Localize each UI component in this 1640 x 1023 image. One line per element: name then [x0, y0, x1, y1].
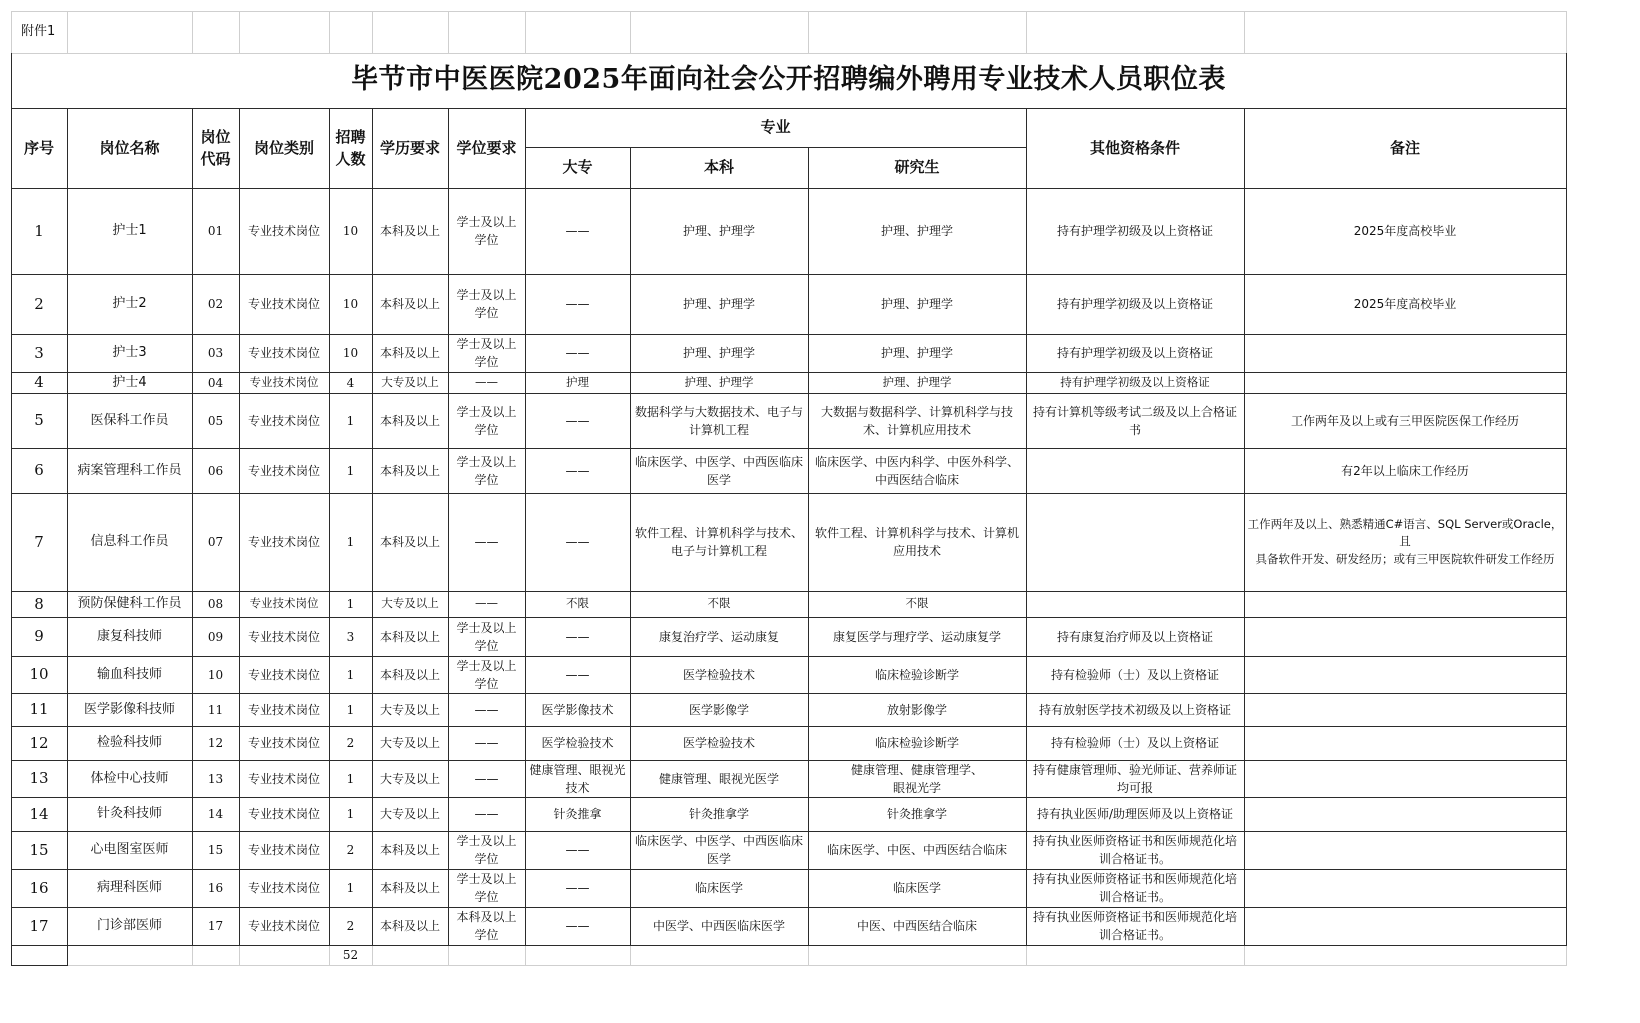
row-other-requirements: 持有检验师（士）及以上资格证 [1050, 736, 1219, 750]
row-position-name: 医学影像科技师 [83, 701, 175, 717]
row-position-type: 专业技术岗位 [247, 535, 320, 549]
grid-line [448, 11, 449, 54]
row-count: 2 [346, 736, 355, 750]
header-notes: 备注 [1389, 138, 1420, 157]
grid-line [630, 11, 631, 54]
row-notes: 2025年度高校毕业 [1353, 297, 1457, 311]
header-major-graduate: 研究生 [894, 158, 940, 177]
row-major-college: —— [565, 297, 590, 311]
row-count: 10 [342, 346, 359, 360]
row-major-bachelor: 护理、护理学 [682, 346, 755, 360]
row-position-type: 专业技术岗位 [247, 736, 320, 750]
row-education: 本科及以上 [379, 297, 440, 311]
row-seq: 5 [34, 411, 44, 430]
row-count: 1 [346, 463, 355, 478]
row-other-requirements: 持有执业医师资格证书和医师规范化培 训合格证书。 [1032, 872, 1237, 904]
row-position-type: 专业技术岗位 [247, 807, 320, 821]
row-position-code: 13 [207, 771, 224, 786]
row-seq: 9 [34, 627, 44, 646]
row-education: 本科及以上 [379, 919, 440, 933]
row-notes [1244, 760, 1566, 797]
row-education: 大专及以上 [379, 736, 440, 750]
grid-line [808, 945, 809, 966]
row-major-college: 健康管理、眼视光 技术 [529, 762, 626, 795]
row-major-graduate: 不限 [905, 596, 929, 611]
row-position-name: 病案管理科工作员 [77, 462, 182, 478]
row-degree: 学士及以上 学位 [456, 288, 517, 320]
header-education: 学历要求 [379, 138, 440, 157]
row-major-graduate: 临床医学、中医、中西医结合临床 [826, 843, 1007, 857]
row-degree: 学士及以上 学位 [456, 454, 517, 487]
row-other-requirements: 持有护理学初级及以上资格证 [1056, 297, 1213, 311]
row-major-college: 医学影像技术 [541, 702, 614, 717]
row-position-name: 康复科技师 [96, 628, 162, 644]
row-education: 本科及以上 [379, 843, 440, 857]
row-degree: —— [474, 702, 499, 717]
attachment-label: 附件1 [21, 24, 56, 40]
row-education: 本科及以上 [379, 881, 440, 895]
header-position-type: 岗位类别 [253, 138, 314, 157]
row-degree: —— [474, 736, 499, 750]
row-major-college: 不限 [566, 596, 589, 611]
row-degree: 学士及以上 学位 [456, 658, 517, 691]
row-count: 1 [346, 702, 355, 717]
row-position-type: 专业技术岗位 [247, 413, 320, 428]
row-count: 1 [346, 881, 355, 895]
row-position-code: 15 [207, 843, 224, 857]
grid-line [1026, 945, 1027, 966]
row-notes: 有2年以上临床工作经历 [1341, 463, 1469, 478]
row-notes [1244, 372, 1566, 393]
row-notes: 2025年度高校毕业 [1353, 224, 1457, 238]
row-major-college: 针灸推拿 [553, 807, 602, 821]
row-seq: 13 [29, 769, 49, 788]
header-major-bachelor: 本科 [703, 158, 734, 177]
row-count: 2 [346, 919, 355, 933]
row-major-graduate: 临床检验诊断学 [874, 667, 959, 682]
row-degree: 学士及以上 学位 [456, 215, 517, 247]
row-major-bachelor: 软件工程、计算机科学与技术、 电子与计算机工程 [634, 526, 803, 558]
row-degree: —— [474, 535, 499, 549]
row-notes: 工作两年及以上、熟悉精通C#语言、SQL Server或Oracle，且 具备软件开发、研发经历；或有三甲医院软件研发工作经历 [1247, 517, 1563, 566]
row-other-requirements: 持有放射医学技术初级及以上资格证 [1038, 702, 1231, 717]
row-education: 大专及以上 [379, 702, 440, 717]
row-other-requirements: 持有检验师（士）及以上资格证 [1050, 667, 1219, 682]
row-seq: 1 [34, 221, 44, 240]
row-position-name: 门诊部医师 [96, 918, 162, 934]
row-notes [1244, 831, 1566, 869]
row-major-college: —— [565, 224, 590, 238]
row-position-type: 专业技术岗位 [247, 629, 320, 644]
grid-line [1566, 945, 1567, 966]
row-position-code: 14 [207, 807, 224, 821]
row-notes [1244, 726, 1566, 760]
row-major-college: —— [565, 843, 590, 857]
row-major-bachelor: 数据科学与大数据技术、电子与 计算机工程 [634, 404, 803, 437]
row-position-name: 输血科技师 [96, 666, 162, 682]
row-notes [1244, 907, 1566, 945]
row-position-type: 专业技术岗位 [249, 596, 319, 611]
row-count: 1 [346, 597, 355, 611]
row-count: 1 [346, 771, 355, 786]
row-seq: 8 [34, 594, 44, 613]
row-position-type: 专业技术岗位 [247, 843, 320, 857]
row-major-bachelor: 临床医学、中医学、中西医临床 医学 [634, 454, 803, 487]
row-position-code: 08 [207, 597, 224, 611]
row-notes [1244, 591, 1566, 617]
grid-line [372, 945, 373, 966]
row-other-requirements: 持有护理学初级及以上资格证 [1056, 224, 1213, 238]
row-major-graduate: 康复医学与理疗学、运动康复学 [832, 629, 1001, 644]
row-seq: 6 [34, 461, 44, 480]
row-position-type: 专业技术岗位 [249, 374, 319, 389]
row-position-code: 02 [207, 297, 224, 311]
row-count: 10 [342, 224, 359, 238]
row-major-graduate: 临床医学 [892, 881, 941, 895]
header-degree: 学位要求 [456, 138, 517, 157]
row-major-graduate: 临床医学、中医内科学、中医外科学、 中西医结合临床 [814, 454, 1019, 487]
row-other-requirements: 持有护理学初级及以上资格证 [1056, 346, 1213, 360]
grid-line [630, 945, 631, 966]
row-major-bachelor: 健康管理、眼视光医学 [658, 771, 779, 786]
row-major-graduate: 护理、护理学 [880, 297, 953, 311]
row-position-code: 11 [207, 702, 224, 717]
row-position-code: 12 [207, 736, 224, 750]
row-education: 本科及以上 [379, 667, 440, 682]
row-seq: 14 [29, 804, 49, 823]
row-position-code: 06 [207, 463, 224, 478]
row-other-requirements: 持有健康管理师、验光师证、营养师证 均可报 [1032, 762, 1237, 795]
row-major-college: —— [565, 346, 590, 360]
grid-line [525, 11, 526, 54]
row-position-type: 专业技术岗位 [247, 297, 320, 311]
header-seq: 序号 [23, 138, 54, 157]
row-count: 1 [346, 413, 355, 428]
row-education: 大专及以上 [379, 807, 440, 821]
row-major-college: 护理 [566, 374, 589, 389]
grid-line [239, 945, 240, 966]
row-other-requirements: 持有执业医师资格证书和医师规范化培 训合格证书。 [1032, 834, 1237, 866]
row-position-code: 17 [207, 919, 224, 933]
row-position-type: 专业技术岗位 [247, 919, 320, 933]
row-position-type: 专业技术岗位 [247, 463, 320, 478]
row-position-name: 预防保健科工作员 [77, 596, 182, 612]
row-position-code: 10 [207, 667, 224, 682]
row-major-bachelor: 护理、护理学 [682, 224, 755, 238]
row-count: 1 [346, 667, 355, 682]
grid-line [192, 11, 193, 54]
row-count: 2 [346, 843, 355, 857]
row-position-code: 07 [207, 535, 224, 549]
row-seq: 3 [34, 343, 44, 362]
row-other-requirements: 持有执业医师/助理医师及以上资格证 [1036, 807, 1234, 821]
row-seq: 10 [29, 665, 49, 684]
row-other-requirements: 持有护理学初级及以上资格证 [1060, 374, 1210, 389]
row-education: 大专及以上 [381, 596, 439, 611]
row-seq: 4 [34, 373, 44, 392]
row-count: 4 [346, 375, 355, 390]
row-seq: 12 [29, 733, 49, 752]
grid-line [11, 965, 68, 966]
row-other-requirements: 持有康复治疗师及以上资格证 [1056, 629, 1213, 644]
header-count: 招聘 人数 [335, 127, 366, 168]
total-count: 52 [342, 948, 359, 962]
row-major-bachelor: 不限 [707, 596, 731, 611]
page-title: 毕节市中医医院2025年面向社会公开招聘编外聘用专业技术人员职位表 [351, 64, 1226, 96]
row-degree: —— [475, 374, 498, 389]
grid-line [11, 11, 1567, 12]
row-position-name: 检验科技师 [96, 735, 162, 751]
row-major-graduate: 大数据与数据科学、计算机科学与技 术、计算机应用技术 [820, 404, 1013, 437]
row-notes [1244, 656, 1566, 693]
row-count: 10 [342, 297, 359, 311]
grid-line [67, 965, 1567, 966]
row-education: 本科及以上 [379, 629, 440, 644]
row-seq: 15 [29, 840, 49, 859]
row-major-bachelor: 中医学、中西医临床医学 [652, 919, 785, 933]
row-notes [1244, 869, 1566, 907]
row-degree: —— [475, 596, 498, 611]
row-position-code: 04 [207, 375, 224, 390]
row-position-name: 护士3 [112, 345, 147, 361]
row-major-college: —— [565, 413, 590, 428]
grid-line [1566, 11, 1567, 54]
row-major-college: 医学检验技术 [541, 736, 614, 750]
row-degree: —— [474, 771, 499, 786]
row-major-bachelor: 医学检验技术 [682, 667, 755, 682]
row-education: 本科及以上 [379, 413, 440, 428]
row-notes: 工作两年及以上或有三甲医院医保工作经历 [1290, 413, 1519, 428]
row-position-name: 医保科工作员 [90, 412, 169, 428]
row-position-name: 护士4 [112, 374, 147, 390]
row-position-code: 16 [207, 881, 224, 895]
grid-line [1244, 11, 1245, 54]
row-major-college: —— [565, 535, 590, 549]
row-major-graduate: 中医、中西医结合临床 [856, 919, 977, 933]
header-position-code: 岗位 代码 [200, 127, 231, 168]
row-major-graduate: 放射影像学 [886, 702, 947, 717]
grid-line [67, 11, 68, 54]
row-education: 大专及以上 [379, 771, 440, 786]
grid-line [192, 945, 193, 966]
row-position-code: 03 [207, 346, 224, 360]
row-count: 1 [346, 807, 355, 821]
grid-line [1026, 11, 1027, 54]
row-degree: 本科及以上 学位 [456, 910, 517, 942]
grid-line [1566, 53, 1567, 946]
row-major-bachelor: 护理、护理学 [684, 374, 754, 389]
row-seq: 2 [34, 294, 44, 313]
row-position-code: 09 [207, 629, 224, 644]
row-notes [1244, 334, 1566, 372]
row-position-type: 专业技术岗位 [247, 881, 320, 895]
row-major-college: —— [565, 629, 590, 644]
row-education: 大专及以上 [381, 374, 439, 389]
row-seq: 16 [29, 878, 49, 897]
row-degree: —— [474, 807, 499, 821]
row-other-requirements [1026, 493, 1244, 591]
row-position-type: 专业技术岗位 [247, 702, 320, 717]
row-major-bachelor: 临床医学、中医学、中西医临床 医学 [634, 834, 803, 866]
grid-line [808, 11, 809, 54]
row-degree: 学士及以上 学位 [456, 620, 517, 653]
row-position-type: 专业技术岗位 [247, 224, 320, 238]
grid-line [525, 945, 526, 966]
row-position-name: 护士2 [112, 296, 147, 312]
header-position-name: 岗位名称 [99, 138, 160, 157]
row-major-bachelor: 康复治疗学、运动康复 [658, 629, 779, 644]
row-position-name: 针灸科技师 [96, 806, 162, 822]
row-position-type: 专业技术岗位 [247, 346, 320, 360]
row-position-name: 信息科工作员 [90, 534, 169, 550]
grid-line [239, 11, 240, 54]
row-major-graduate: 软件工程、计算机科学与技术、计算机 应用技术 [814, 526, 1019, 558]
grid-line [329, 11, 330, 54]
row-position-code: 01 [207, 224, 224, 238]
row-major-bachelor: 护理、护理学 [682, 297, 755, 311]
row-seq: 7 [34, 532, 44, 551]
row-education: 本科及以上 [379, 463, 440, 478]
row-major-college: —— [565, 919, 590, 933]
grid-line [448, 945, 449, 966]
row-other-requirements [1026, 591, 1244, 617]
header-major-college: 大专 [562, 158, 593, 177]
header-other: 其他资格条件 [1089, 138, 1180, 157]
row-major-graduate: 临床检验诊断学 [874, 736, 959, 750]
row-notes [1244, 617, 1566, 656]
row-degree: 学士及以上 学位 [456, 872, 517, 904]
row-seq: 11 [29, 700, 49, 719]
header-major: 专业 [760, 118, 791, 137]
row-major-graduate: 针灸推拿学 [886, 807, 947, 821]
row-degree: 学士及以上 学位 [456, 337, 517, 369]
row-major-college: —— [565, 667, 590, 682]
row-position-type: 专业技术岗位 [247, 667, 320, 682]
row-other-requirements: 持有执业医师资格证书和医师规范化培 训合格证书。 [1032, 910, 1237, 942]
row-degree: 学士及以上 学位 [456, 404, 517, 437]
row-major-graduate: 护理、护理学 [882, 374, 952, 389]
row-position-name: 心电图室医师 [90, 842, 169, 858]
row-other-requirements: 持有计算机等级考试二级及以上合格证 书 [1032, 404, 1237, 437]
row-education: 本科及以上 [379, 224, 440, 238]
row-position-name: 体检中心技师 [90, 770, 169, 786]
row-other-requirements [1026, 448, 1244, 493]
row-major-graduate: 健康管理、健康管理学、 眼视光学 [850, 762, 983, 795]
row-major-college: —— [565, 463, 590, 478]
row-position-name: 护士1 [112, 223, 147, 239]
grid-line [11, 945, 1567, 946]
row-count: 1 [346, 535, 355, 549]
row-major-bachelor: 针灸推拿学 [688, 807, 749, 821]
row-degree: 学士及以上 学位 [456, 834, 517, 866]
row-major-college: —— [565, 881, 590, 895]
row-notes [1244, 693, 1566, 726]
row-education: 本科及以上 [379, 346, 440, 360]
row-position-name: 病理科医师 [96, 880, 162, 896]
row-position-code: 05 [207, 413, 224, 428]
grid-line [1244, 945, 1245, 966]
row-major-graduate: 护理、护理学 [880, 224, 953, 238]
row-major-bachelor: 临床医学 [694, 881, 743, 895]
row-major-bachelor: 医学影像学 [688, 702, 749, 717]
row-seq: 17 [29, 916, 49, 935]
grid-line [372, 11, 373, 54]
grid-line [67, 945, 68, 966]
row-count: 3 [346, 629, 355, 644]
row-position-type: 专业技术岗位 [247, 771, 320, 786]
row-major-bachelor: 医学检验技术 [682, 736, 755, 750]
row-major-graduate: 护理、护理学 [880, 346, 953, 360]
row-education: 本科及以上 [379, 535, 440, 549]
row-notes [1244, 797, 1566, 831]
